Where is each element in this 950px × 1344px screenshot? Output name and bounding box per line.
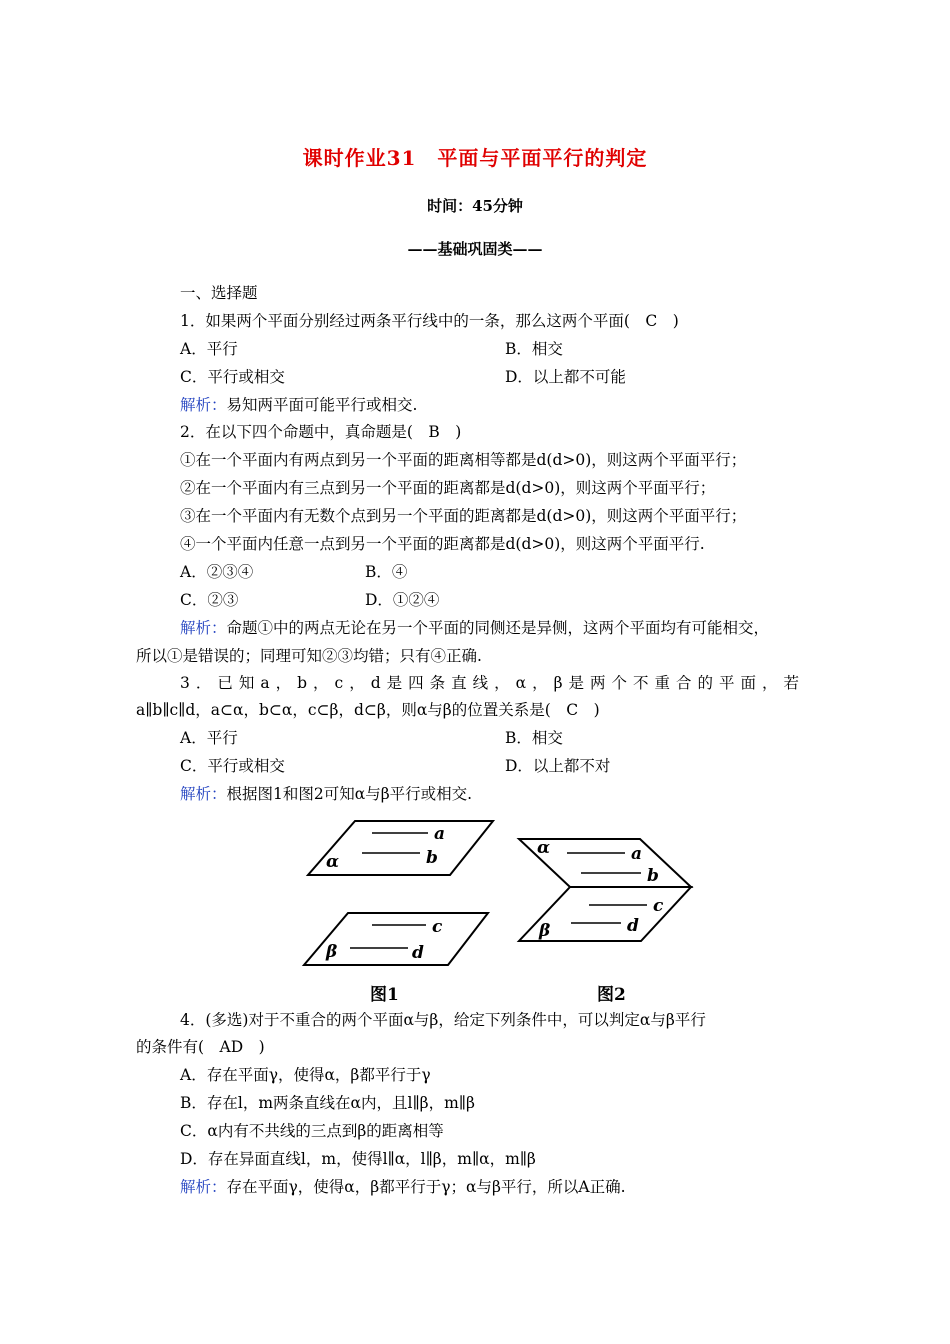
q1-analysis <box>180 395 417 415</box>
figure-2 <box>515 835 700 950</box>
q3-option-b: B．相交 <box>505 729 563 747</box>
q1-analysis-text: 易知两平面可能平行或相交. <box>226 396 418 414</box>
page-title: 课时作业31 平面与平面平行的判定 <box>302 146 648 170</box>
q1-option-c: C．平行或相交 <box>180 368 285 386</box>
label-a: a <box>631 844 643 864</box>
q4-option-b: B．存在l，m两条直线在α内，且l∥β，m∥β <box>180 1094 475 1112</box>
q2-proposition-3: ③在一个平面内有无数个点到另一个平面的距离都是d(d>0)，则这两个平面平行； <box>180 507 747 525</box>
q3-option-d: D．以上都不对 <box>505 757 611 775</box>
analysis-label: 解析： <box>180 396 227 414</box>
q2-stem: 2．在以下四个命题中，真命题是( B ) <box>180 423 462 441</box>
label-a: a <box>434 824 446 844</box>
q1-option-b: B．相交 <box>505 340 563 358</box>
analysis-label: 解析： <box>180 1178 227 1196</box>
q4-option-c: C．α内有不共线的三点到β的距离相等 <box>180 1122 444 1140</box>
q2-option-c: C．②③ <box>180 591 239 609</box>
analysis-label: 解析： <box>180 619 227 637</box>
figure-1-caption: 图1 <box>370 985 399 1005</box>
q3-stem-line-1: 3．已知a，b，c，d是四条直线，α，β是两个不重合的平面，若 <box>180 674 806 692</box>
label-d: d <box>412 943 424 963</box>
q2-option-a: A．②③④ <box>180 563 254 581</box>
label-b: b <box>426 848 438 868</box>
q4-option-d: D．存在异面直线l，m，使得l∥α，l∥β，m∥α，m∥β <box>180 1150 536 1168</box>
label-alpha: α <box>537 838 551 858</box>
q3-analysis-text: 根据图1和图2可知α与β平行或相交. <box>226 785 473 803</box>
label-alpha: α <box>326 852 340 872</box>
q4-analysis-text: 存在平面γ，使得α，β都平行于γ；α与β平行，所以A正确. <box>226 1178 626 1196</box>
q3-option-c: C．平行或相交 <box>180 757 285 775</box>
label-beta: β <box>326 942 338 962</box>
q1-option-d: D．以上都不可能 <box>505 368 626 386</box>
analysis-label: 解析： <box>180 785 227 803</box>
label-c: c <box>653 896 664 916</box>
q2-proposition-4: ④一个平面内任意一点到另一个平面的距离都是d(d>0)，则这两个平面平行. <box>180 535 705 553</box>
q4-stem-line-1: 4．(多选)对于不重合的两个平面α与β，给定下列条件中，可以判定α与β平行 <box>180 1011 706 1029</box>
q4-stem-line-2: 的条件有( AD ) <box>136 1038 265 1056</box>
q4-analysis <box>180 1177 626 1197</box>
q2-analysis-continued: 所以①是错误的；同理可知②③均错；只有④正确. <box>136 647 482 665</box>
q4-option-a: A．存在平面γ，使得α，β都平行于γ <box>180 1066 431 1084</box>
part-label: 一、选择题 <box>180 284 258 302</box>
q2-proposition-2: ②在一个平面内有三点到另一个平面的距离都是d(d>0)，则这两个平面平行； <box>180 479 716 497</box>
figure-2-caption: 图2 <box>597 985 626 1005</box>
q3-option-a: A．平行 <box>180 729 238 747</box>
q2-option-d: D．①②④ <box>365 591 440 609</box>
time-limit: 时间：45分钟 <box>427 197 523 215</box>
q2-proposition-1: ①在一个平面内有两点到另一个平面的距离相等都是d(d>0)，则这两个平面平行； <box>180 451 747 469</box>
q1-stem: 1．如果两个平面分别经过两条平行线中的一条，那么这两个平面( C ) <box>180 312 679 330</box>
label-d: d <box>627 916 639 936</box>
q2-analysis-text-1: 命题①中的两点无论在另一个平面的同侧还是异侧，这两个平面均有可能相交， <box>226 619 770 637</box>
figure-1 <box>300 815 500 970</box>
label-c: c <box>432 917 443 937</box>
q1-option-a: A．平行 <box>180 340 238 358</box>
q2-option-b: B．④ <box>365 563 408 581</box>
section-heading: ——基础巩固类—— <box>407 240 543 258</box>
q3-stem-line-2: a∥b∥c∥d，a⊂α，b⊂α，c⊂β，d⊂β，则α与β的位置关系是( C ) <box>136 701 600 719</box>
label-beta: β <box>539 921 551 941</box>
label-b: b <box>647 866 659 886</box>
q3-analysis <box>180 784 472 804</box>
q2-analysis <box>180 618 769 638</box>
